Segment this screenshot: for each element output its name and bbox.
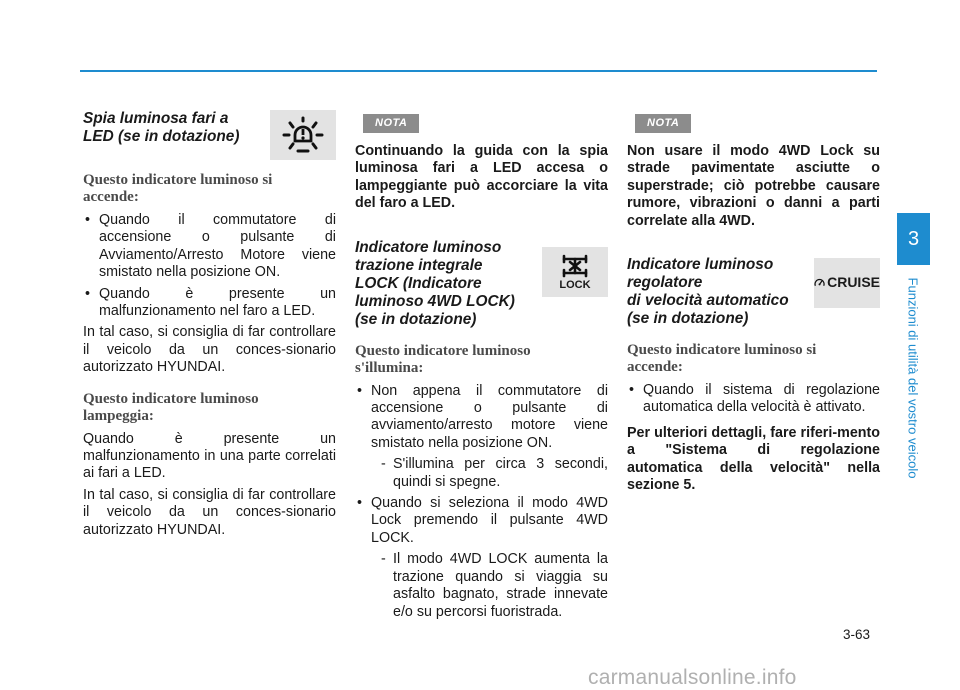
- nota-badge: NOTA: [363, 114, 419, 133]
- list-item-text: Quando si seleziona il modo 4WD Lock premendo il pulsante 4WD LOCK.: [371, 495, 608, 546]
- column-2: [355, 110, 608, 625]
- led-on-subheading: Questo indicatore luminoso si accende:: [83, 172, 273, 205]
- nota-text: Non usare il modo 4WD Lock su strade pavimentate asciutte o superstrade; ciò potrebbe causare rumore, vibrazioni o danni a parti correlate alla 4WD.: [627, 143, 880, 229]
- list-item: • Quando il sistema di regolazione automatica della velocità è attivato.: [627, 382, 880, 417]
- list-item: • Quando è presente un malfunzionamento nel faro a LED.: [83, 286, 336, 321]
- nota-badge: NOTA: [635, 114, 691, 133]
- 4wd-lock-subheading: Questo indicatore luminoso s'illumina:: [355, 342, 531, 376]
- list-subitem-text: S'illumina per circa 3 secondi, quindi si spegne.: [393, 456, 608, 490]
- 4wd-lock-title: Indicatore luminoso trazione integrale LOCK (Indicatore luminoso 4WD LOCK) (se in dotazione): [355, 238, 515, 328]
- led-headlamp-warning-icon: [281, 115, 325, 155]
- column-1: [83, 110, 336, 543]
- cruise-list: [627, 382, 880, 417]
- column-3: [627, 110, 880, 498]
- cruise-title: Indicatore luminoso regolatore di velocità automatico (se in dotazione): [627, 256, 789, 328]
- cruise-icon: [814, 275, 825, 291]
- cruise-icon-label: CRUISE: [827, 274, 880, 291]
- chapter-tab: 3: [897, 213, 930, 265]
- led-blink-advice: In tal caso, si consiglia di far controllare il veicolo da un conces-sionario autorizzato HYUNDAI.: [83, 486, 336, 538]
- led-headlamp-title: Spia luminosa fari a LED (se in dotazione): [83, 110, 240, 145]
- list-item: [355, 495, 608, 621]
- watermark: carmanualsonline.info: [588, 666, 797, 689]
- led-on-list: [83, 212, 336, 320]
- nota-text: Continuando la guida con la spia luminosa fari a LED accesa o lampeggiante può accorciare la vita del faro a LED.: [355, 143, 608, 212]
- 4wd-lock-indicator: [542, 247, 608, 297]
- cruise-indicator: [814, 258, 880, 308]
- led-on-advice: In tal caso, si consiglia di far controllare il veicolo da un conces-sionario autorizzato HYUNDAI.: [83, 324, 336, 376]
- cruise-subheading: Questo indicatore luminoso si accende:: [627, 342, 817, 376]
- led-blink-text: Quando è presente un malfunzionamento in una parte correlati ai fari a LED.: [83, 430, 336, 482]
- top-rule: [80, 70, 877, 72]
- cruise-header: [627, 256, 880, 328]
- list-subitem: [371, 456, 608, 491]
- page-number: 3-63: [843, 627, 871, 642]
- 4wd-lock-list: [355, 383, 608, 621]
- cruise-reference: Per ulteriori dettagli, fare riferi-mento a "Sistema di regolazione automatica della velocità" nella sezione 5.: [627, 424, 880, 494]
- list-subitem: [371, 551, 608, 621]
- list-subitem-text: Il modo 4WD LOCK aumenta la trazione quando si viaggia su asfalto bagnato, strade innevate e/o su percorsi fuoristrada.: [393, 551, 608, 620]
- led-headlamp-indicator: [270, 110, 336, 160]
- 4wd-lock-icon: [560, 253, 590, 279]
- list-item: • Quando il commutatore di accensione o pulsante di Avviamento/Arresto Motore viene smistato nella posizione ON.: [83, 212, 336, 282]
- list-item-text: Non appena il commutatore di accensione o pulsante di avviamento/arresto motore viene smistato nella posizione ON.: [371, 382, 608, 451]
- list-item: [355, 383, 608, 491]
- led-headlamp-header: [83, 110, 336, 158]
- 4wd-lock-icon-label: LOCK: [559, 278, 591, 291]
- 4wd-lock-header: [355, 239, 608, 329]
- dash-mark: -: [381, 551, 386, 568]
- led-blink-subheading: Questo indicatore luminoso lampeggia:: [83, 390, 259, 424]
- chapter-title-vertical: Funzioni di utilità del vostro veicolo: [905, 277, 921, 479]
- dash-mark: -: [381, 456, 386, 473]
